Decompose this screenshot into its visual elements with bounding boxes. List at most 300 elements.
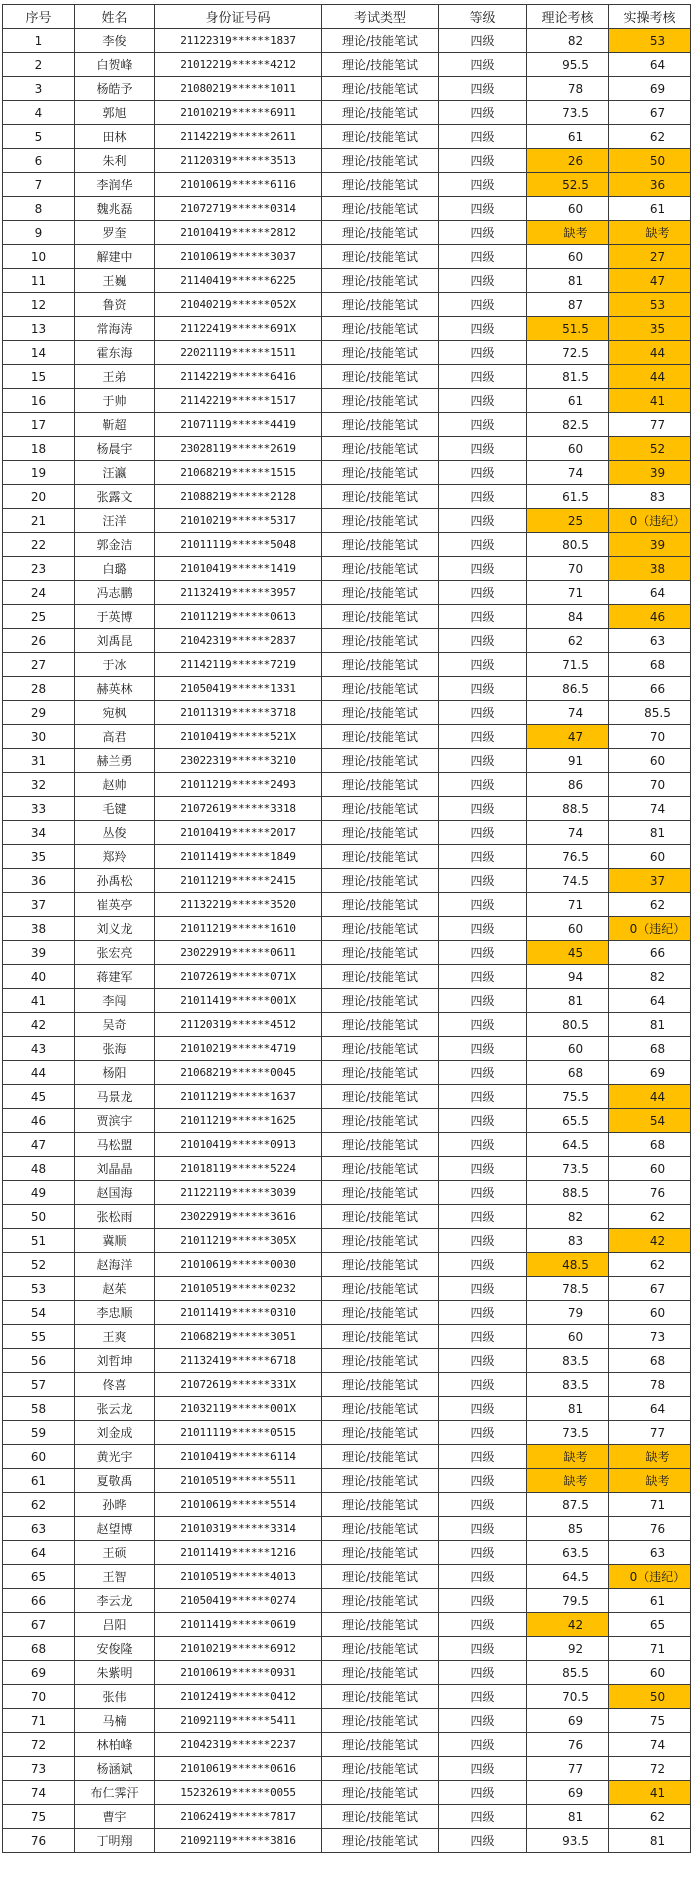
cell-practice-score: 85.5 xyxy=(609,701,691,725)
table-row xyxy=(3,797,691,821)
cell-theory-score: 69 xyxy=(527,1781,609,1805)
cell-level: 四级 xyxy=(439,1397,527,1421)
cell-serial: 56 xyxy=(3,1349,75,1373)
cell-exam-type: 理论/技能笔试 xyxy=(322,1157,439,1181)
cell-level: 四级 xyxy=(439,1565,527,1589)
cell-name: 赫兰勇 xyxy=(75,749,155,773)
cell-name: 于冰 xyxy=(75,653,155,677)
cell-practice-score: 68 xyxy=(609,653,691,677)
cell-id-number: 21011219******305X xyxy=(155,1229,322,1253)
cell-name: 白贺峰 xyxy=(75,53,155,77)
cell-theory-score: 78.5 xyxy=(527,1277,609,1301)
cell-practice-score: 69 xyxy=(609,1061,691,1085)
cell-practice-score: 0（违纪） xyxy=(609,917,691,941)
cell-exam-type: 理论/技能笔试 xyxy=(322,413,439,437)
cell-exam-type: 理论/技能笔试 xyxy=(322,821,439,845)
cell-id-number: 21011419******0619 xyxy=(155,1613,322,1637)
cell-exam-type: 理论/技能笔试 xyxy=(322,1493,439,1517)
cell-level: 四级 xyxy=(439,461,527,485)
cell-id-number: 21010519******5511 xyxy=(155,1469,322,1493)
cell-id-number: 21068219******3051 xyxy=(155,1325,322,1349)
cell-serial: 63 xyxy=(3,1517,75,1541)
table-row xyxy=(3,509,691,533)
cell-id-number: 21011219******1610 xyxy=(155,917,322,941)
cell-theory-score: 60 xyxy=(527,1037,609,1061)
cell-theory-score: 82 xyxy=(527,1205,609,1229)
cell-serial: 68 xyxy=(3,1637,75,1661)
cell-id-number: 21062419******7817 xyxy=(155,1805,322,1829)
cell-name: 王智 xyxy=(75,1565,155,1589)
cell-level: 四级 xyxy=(439,1829,527,1853)
cell-id-number: 21132419******3957 xyxy=(155,581,322,605)
cell-practice-score: 63 xyxy=(609,629,691,653)
cell-exam-type: 理论/技能笔试 xyxy=(322,389,439,413)
cell-serial: 35 xyxy=(3,845,75,869)
cell-name: 崔英亭 xyxy=(75,893,155,917)
cell-theory-score: 61 xyxy=(527,125,609,149)
header-id-number: 身份证号码 xyxy=(155,5,322,29)
cell-theory-score: 74 xyxy=(527,701,609,725)
cell-theory-score: 52.5 xyxy=(527,173,609,197)
table-row xyxy=(3,677,691,701)
cell-serial: 23 xyxy=(3,557,75,581)
cell-id-number: 21050419******0274 xyxy=(155,1589,322,1613)
cell-level: 四级 xyxy=(439,1733,527,1757)
table-row xyxy=(3,605,691,629)
cell-name: 高君 xyxy=(75,725,155,749)
cell-serial: 38 xyxy=(3,917,75,941)
cell-id-number: 21142119******7219 xyxy=(155,653,322,677)
cell-exam-type: 理论/技能笔试 xyxy=(322,629,439,653)
cell-level: 四级 xyxy=(439,533,527,557)
cell-name: 杨皓予 xyxy=(75,77,155,101)
cell-id-number: 21011219******1625 xyxy=(155,1109,322,1133)
cell-id-number: 21010519******0232 xyxy=(155,1277,322,1301)
cell-serial: 8 xyxy=(3,197,75,221)
cell-serial: 15 xyxy=(3,365,75,389)
table-row xyxy=(3,1661,691,1685)
cell-name: 王弟 xyxy=(75,365,155,389)
cell-name: 汪洋 xyxy=(75,509,155,533)
cell-level: 四级 xyxy=(439,29,527,53)
cell-serial: 12 xyxy=(3,293,75,317)
cell-practice-score: 77 xyxy=(609,1421,691,1445)
cell-id-number: 21012219******4212 xyxy=(155,53,322,77)
cell-name: 冀顺 xyxy=(75,1229,155,1253)
cell-theory-score: 71.5 xyxy=(527,653,609,677)
cell-exam-type: 理论/技能笔试 xyxy=(322,749,439,773)
cell-level: 四级 xyxy=(439,245,527,269)
table-row xyxy=(3,1709,691,1733)
cell-level: 四级 xyxy=(439,677,527,701)
cell-theory-score: 42 xyxy=(527,1613,609,1637)
cell-id-number: 21010619******0616 xyxy=(155,1757,322,1781)
cell-exam-type: 理论/技能笔试 xyxy=(322,1397,439,1421)
cell-practice-score: 47 xyxy=(609,269,691,293)
cell-practice-score: 50 xyxy=(609,149,691,173)
cell-exam-type: 理论/技能笔试 xyxy=(322,725,439,749)
cell-theory-score: 51.5 xyxy=(527,317,609,341)
cell-name: 汪瀛 xyxy=(75,461,155,485)
cell-exam-type: 理论/技能笔试 xyxy=(322,869,439,893)
cell-practice-score: 75 xyxy=(609,1709,691,1733)
cell-exam-type: 理论/技能笔试 xyxy=(322,965,439,989)
cell-name: 田林 xyxy=(75,125,155,149)
cell-serial: 6 xyxy=(3,149,75,173)
cell-level: 四级 xyxy=(439,197,527,221)
table-row xyxy=(3,1445,691,1469)
cell-id-number: 21080219******1011 xyxy=(155,77,322,101)
cell-level: 四级 xyxy=(439,1133,527,1157)
cell-theory-score: 64.5 xyxy=(527,1565,609,1589)
cell-id-number: 21072719******0314 xyxy=(155,197,322,221)
table-row xyxy=(3,1805,691,1829)
cell-practice-score: 46 xyxy=(609,605,691,629)
cell-level: 四级 xyxy=(439,1421,527,1445)
table-row xyxy=(3,653,691,677)
table-row xyxy=(3,533,691,557)
cell-theory-score: 75.5 xyxy=(527,1085,609,1109)
cell-serial: 22 xyxy=(3,533,75,557)
cell-practice-score: 60 xyxy=(609,1301,691,1325)
header-theory-score: 理论考核 xyxy=(527,5,609,29)
cell-theory-score: 78 xyxy=(527,77,609,101)
table-row xyxy=(3,1133,691,1157)
table-row xyxy=(3,1757,691,1781)
cell-level: 四级 xyxy=(439,1301,527,1325)
cell-practice-score: 81 xyxy=(609,1013,691,1037)
cell-theory-score: 87 xyxy=(527,293,609,317)
cell-theory-score: 85 xyxy=(527,1517,609,1541)
cell-practice-score: 81 xyxy=(609,1829,691,1853)
cell-theory-score: 94 xyxy=(527,965,609,989)
table-row xyxy=(3,437,691,461)
table-row xyxy=(3,1421,691,1445)
cell-serial: 54 xyxy=(3,1301,75,1325)
cell-id-number: 21142219******6416 xyxy=(155,365,322,389)
cell-serial: 13 xyxy=(3,317,75,341)
cell-serial: 39 xyxy=(3,941,75,965)
cell-name: 赵望博 xyxy=(75,1517,155,1541)
cell-name: 常海涛 xyxy=(75,317,155,341)
cell-name: 郑羚 xyxy=(75,845,155,869)
cell-level: 四级 xyxy=(439,1181,527,1205)
cell-theory-score: 73.5 xyxy=(527,101,609,125)
cell-name: 张伟 xyxy=(75,1685,155,1709)
cell-serial: 42 xyxy=(3,1013,75,1037)
cell-theory-score: 71 xyxy=(527,581,609,605)
cell-name: 赫英林 xyxy=(75,677,155,701)
cell-id-number: 23028119******2619 xyxy=(155,437,322,461)
cell-id-number: 21068219******0045 xyxy=(155,1061,322,1085)
cell-theory-score: 60 xyxy=(527,197,609,221)
cell-exam-type: 理论/技能笔试 xyxy=(322,53,439,77)
cell-practice-score: 35 xyxy=(609,317,691,341)
cell-name: 刘义龙 xyxy=(75,917,155,941)
cell-id-number: 21072619******3318 xyxy=(155,797,322,821)
cell-practice-score: 71 xyxy=(609,1637,691,1661)
cell-practice-score: 44 xyxy=(609,1085,691,1109)
cell-exam-type: 理论/技能笔试 xyxy=(322,485,439,509)
cell-level: 四级 xyxy=(439,1805,527,1829)
cell-name: 王爽 xyxy=(75,1325,155,1349)
cell-name: 鲁资 xyxy=(75,293,155,317)
table-row xyxy=(3,893,691,917)
cell-serial: 71 xyxy=(3,1709,75,1733)
cell-exam-type: 理论/技能笔试 xyxy=(322,101,439,125)
cell-id-number: 21018119******5224 xyxy=(155,1157,322,1181)
table-row xyxy=(3,389,691,413)
cell-exam-type: 理论/技能笔试 xyxy=(322,701,439,725)
cell-id-number: 21092119******5411 xyxy=(155,1709,322,1733)
cell-name: 马楠 xyxy=(75,1709,155,1733)
cell-name: 解建中 xyxy=(75,245,155,269)
header-row xyxy=(3,5,691,29)
cell-name: 赵帅 xyxy=(75,773,155,797)
cell-theory-score: 74 xyxy=(527,461,609,485)
cell-name: 宛枫 xyxy=(75,701,155,725)
cell-name: 刘禹昆 xyxy=(75,629,155,653)
cell-id-number: 22021119******1511 xyxy=(155,341,322,365)
table-row xyxy=(3,1781,691,1805)
cell-level: 四级 xyxy=(439,125,527,149)
cell-practice-score: 69 xyxy=(609,77,691,101)
cell-serial: 44 xyxy=(3,1061,75,1085)
cell-practice-score: 39 xyxy=(609,461,691,485)
cell-serial: 19 xyxy=(3,461,75,485)
cell-practice-score: 62 xyxy=(609,125,691,149)
cell-name: 张海 xyxy=(75,1037,155,1061)
table-row xyxy=(3,173,691,197)
cell-serial: 67 xyxy=(3,1613,75,1637)
cell-level: 四级 xyxy=(439,221,527,245)
cell-id-number: 21142219******2611 xyxy=(155,125,322,149)
cell-id-number: 23022919******3616 xyxy=(155,1205,322,1229)
cell-practice-score: 74 xyxy=(609,797,691,821)
cell-name: 马景龙 xyxy=(75,1085,155,1109)
cell-exam-type: 理论/技能笔试 xyxy=(322,1061,439,1085)
cell-id-number: 23022319******3210 xyxy=(155,749,322,773)
cell-serial: 24 xyxy=(3,581,75,605)
cell-id-number: 21010219******6912 xyxy=(155,1637,322,1661)
cell-id-number: 21050419******1331 xyxy=(155,677,322,701)
table-row xyxy=(3,197,691,221)
cell-serial: 66 xyxy=(3,1589,75,1613)
table-row xyxy=(3,485,691,509)
cell-id-number: 21011419******001X xyxy=(155,989,322,1013)
cell-practice-score: 36 xyxy=(609,173,691,197)
cell-exam-type: 理论/技能笔试 xyxy=(322,509,439,533)
cell-serial: 18 xyxy=(3,437,75,461)
cell-practice-score: 62 xyxy=(609,1805,691,1829)
cell-theory-score: 47 xyxy=(527,725,609,749)
table-row xyxy=(3,965,691,989)
cell-id-number: 21010219******4719 xyxy=(155,1037,322,1061)
table-row xyxy=(3,1181,691,1205)
table-row xyxy=(3,77,691,101)
cell-theory-score: 82 xyxy=(527,29,609,53)
cell-practice-score: 44 xyxy=(609,365,691,389)
header-serial: 序号 xyxy=(3,5,75,29)
cell-serial: 25 xyxy=(3,605,75,629)
cell-id-number: 21088219******2128 xyxy=(155,485,322,509)
cell-practice-score: 37 xyxy=(609,869,691,893)
cell-serial: 43 xyxy=(3,1037,75,1061)
cell-theory-score: 25 xyxy=(527,509,609,533)
cell-id-number: 21010219******5317 xyxy=(155,509,322,533)
cell-level: 四级 xyxy=(439,389,527,413)
cell-practice-score: 68 xyxy=(609,1133,691,1157)
cell-theory-score: 81 xyxy=(527,989,609,1013)
cell-theory-score: 74.5 xyxy=(527,869,609,893)
cell-level: 四级 xyxy=(439,1277,527,1301)
cell-id-number: 21071119******4419 xyxy=(155,413,322,437)
cell-serial: 32 xyxy=(3,773,75,797)
cell-practice-score: 42 xyxy=(609,1229,691,1253)
cell-theory-score: 80.5 xyxy=(527,533,609,557)
cell-name: 赵海洋 xyxy=(75,1253,155,1277)
cell-practice-score: 60 xyxy=(609,1157,691,1181)
cell-practice-score: 41 xyxy=(609,389,691,413)
cell-exam-type: 理论/技能笔试 xyxy=(322,1517,439,1541)
cell-serial: 60 xyxy=(3,1445,75,1469)
cell-name: 李云龙 xyxy=(75,1589,155,1613)
cell-name: 夏敬禹 xyxy=(75,1469,155,1493)
cell-serial: 55 xyxy=(3,1325,75,1349)
cell-id-number: 21011419******1849 xyxy=(155,845,322,869)
table-row xyxy=(3,1397,691,1421)
cell-name: 赵茱 xyxy=(75,1277,155,1301)
cell-name: 王巍 xyxy=(75,269,155,293)
cell-name: 刘金成 xyxy=(75,1421,155,1445)
cell-theory-score: 63.5 xyxy=(527,1541,609,1565)
cell-name: 李忠顺 xyxy=(75,1301,155,1325)
cell-practice-score: 0（违纪） xyxy=(609,509,691,533)
cell-theory-score: 81 xyxy=(527,269,609,293)
cell-id-number: 21010419******2812 xyxy=(155,221,322,245)
cell-serial: 49 xyxy=(3,1181,75,1205)
cell-theory-score: 65.5 xyxy=(527,1109,609,1133)
table-row xyxy=(3,1589,691,1613)
cell-exam-type: 理论/技能笔试 xyxy=(322,1205,439,1229)
cell-id-number: 21010219******6911 xyxy=(155,101,322,125)
cell-id-number: 21040219******052X xyxy=(155,293,322,317)
cell-id-number: 21092119******3816 xyxy=(155,1829,322,1853)
cell-id-number: 21010419******521X xyxy=(155,725,322,749)
cell-level: 四级 xyxy=(439,821,527,845)
cell-name: 王硕 xyxy=(75,1541,155,1565)
cell-id-number: 21010619******6116 xyxy=(155,173,322,197)
cell-name: 吴奇 xyxy=(75,1013,155,1037)
cell-id-number: 21142219******1517 xyxy=(155,389,322,413)
cell-exam-type: 理论/技能笔试 xyxy=(322,677,439,701)
cell-level: 四级 xyxy=(439,1445,527,1469)
cell-level: 四级 xyxy=(439,581,527,605)
cell-serial: 5 xyxy=(3,125,75,149)
table-row xyxy=(3,245,691,269)
cell-theory-score: 64.5 xyxy=(527,1133,609,1157)
header-exam-type: 考试类型 xyxy=(322,5,439,29)
cell-name: 张松雨 xyxy=(75,1205,155,1229)
cell-exam-type: 理论/技能笔试 xyxy=(322,1781,439,1805)
cell-exam-type: 理论/技能笔试 xyxy=(322,1445,439,1469)
cell-serial: 14 xyxy=(3,341,75,365)
cell-serial: 20 xyxy=(3,485,75,509)
cell-name: 罗奎 xyxy=(75,221,155,245)
cell-exam-type: 理论/技能笔试 xyxy=(322,1421,439,1445)
cell-id-number: 21010519******4013 xyxy=(155,1565,322,1589)
cell-exam-type: 理论/技能笔试 xyxy=(322,1613,439,1637)
table-row xyxy=(3,341,691,365)
cell-id-number: 21010419******0913 xyxy=(155,1133,322,1157)
cell-serial: 4 xyxy=(3,101,75,125)
table-row xyxy=(3,221,691,245)
cell-theory-score: 83 xyxy=(527,1229,609,1253)
cell-level: 四级 xyxy=(439,1781,527,1805)
cell-serial: 31 xyxy=(3,749,75,773)
table-row xyxy=(3,701,691,725)
cell-practice-score: 62 xyxy=(609,1253,691,1277)
cell-practice-score: 60 xyxy=(609,749,691,773)
table-row xyxy=(3,293,691,317)
cell-practice-score: 76 xyxy=(609,1517,691,1541)
cell-level: 四级 xyxy=(439,749,527,773)
cell-id-number: 21011219******2493 xyxy=(155,773,322,797)
cell-serial: 46 xyxy=(3,1109,75,1133)
cell-serial: 64 xyxy=(3,1541,75,1565)
cell-id-number: 21011219******0613 xyxy=(155,605,322,629)
cell-exam-type: 理论/技能笔试 xyxy=(322,893,439,917)
cell-exam-type: 理论/技能笔试 xyxy=(322,845,439,869)
cell-exam-type: 理论/技能笔试 xyxy=(322,1469,439,1493)
cell-name: 丛俊 xyxy=(75,821,155,845)
cell-name: 佟喜 xyxy=(75,1373,155,1397)
table-row xyxy=(3,773,691,797)
cell-exam-type: 理论/技能笔试 xyxy=(322,1301,439,1325)
cell-serial: 3 xyxy=(3,77,75,101)
cell-practice-score: 66 xyxy=(609,941,691,965)
cell-serial: 58 xyxy=(3,1397,75,1421)
cell-exam-type: 理论/技能笔试 xyxy=(322,341,439,365)
cell-serial: 72 xyxy=(3,1733,75,1757)
cell-exam-type: 理论/技能笔试 xyxy=(322,461,439,485)
cell-practice-score: 64 xyxy=(609,53,691,77)
cell-serial: 16 xyxy=(3,389,75,413)
cell-practice-score: 77 xyxy=(609,413,691,437)
cell-practice-score: 82 xyxy=(609,965,691,989)
cell-theory-score: 76.5 xyxy=(527,845,609,869)
cell-practice-score: 72 xyxy=(609,1757,691,1781)
cell-theory-score: 缺考 xyxy=(527,221,609,245)
cell-theory-score: 68 xyxy=(527,1061,609,1085)
table-body xyxy=(3,29,691,1853)
cell-id-number: 21132419******6718 xyxy=(155,1349,322,1373)
cell-practice-score: 41 xyxy=(609,1781,691,1805)
cell-level: 四级 xyxy=(439,1757,527,1781)
cell-exam-type: 理论/技能笔试 xyxy=(322,221,439,245)
cell-exam-type: 理论/技能笔试 xyxy=(322,1565,439,1589)
cell-practice-score: 64 xyxy=(609,989,691,1013)
cell-level: 四级 xyxy=(439,413,527,437)
cell-serial: 45 xyxy=(3,1085,75,1109)
cell-level: 四级 xyxy=(439,77,527,101)
cell-exam-type: 理论/技能笔试 xyxy=(322,581,439,605)
cell-exam-type: 理论/技能笔试 xyxy=(322,269,439,293)
cell-name: 白璐 xyxy=(75,557,155,581)
cell-theory-score: 70 xyxy=(527,557,609,581)
cell-theory-score: 87.5 xyxy=(527,1493,609,1517)
cell-serial: 41 xyxy=(3,989,75,1013)
